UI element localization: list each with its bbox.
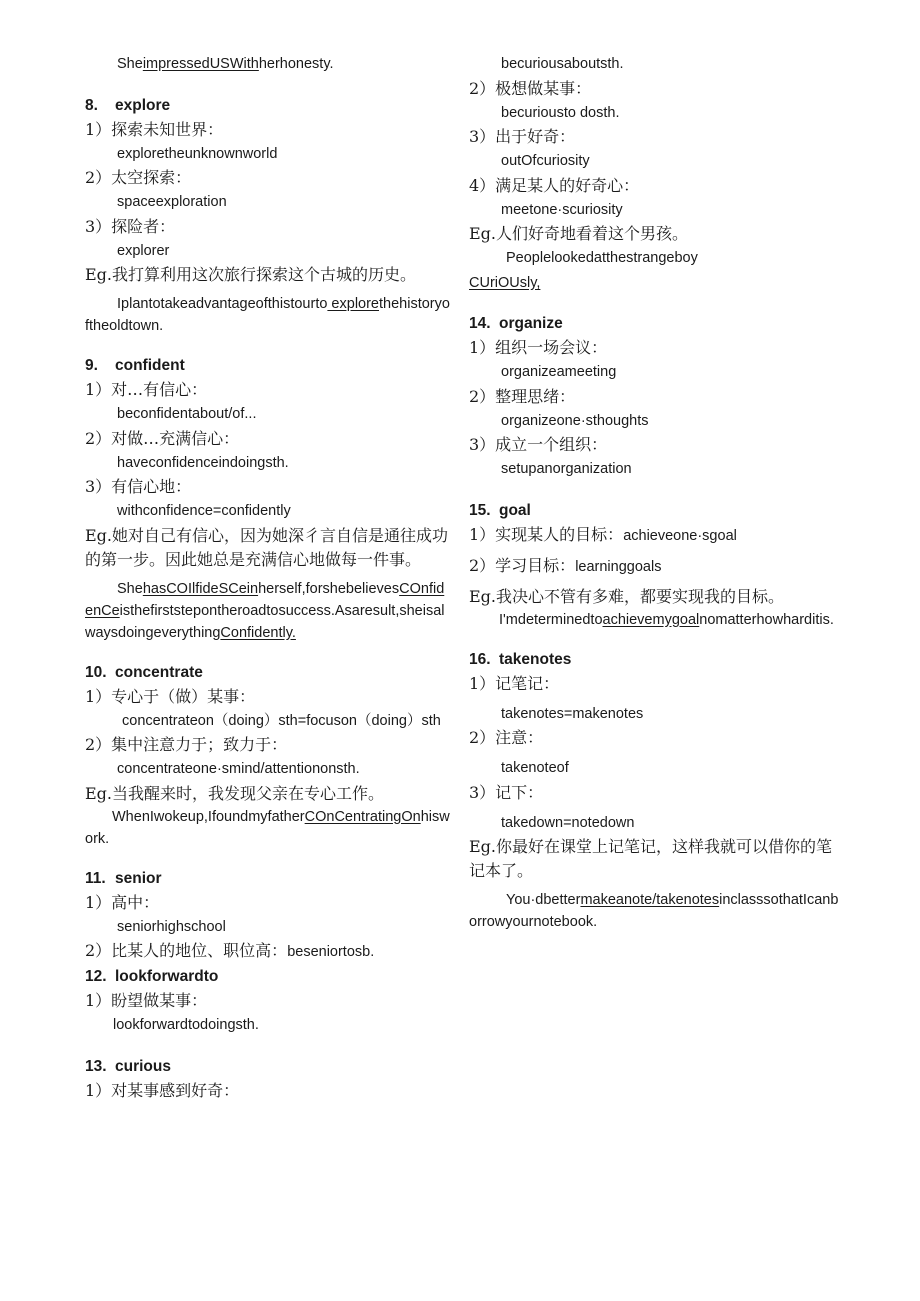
item-en: meetone·scuriosity (501, 201, 623, 218)
section-heading-explore: 8. explore (85, 96, 171, 114)
example-sentence-en: WhenIwokeup,IfoundmyfatherCOnCentratingOnhiswork. (85, 808, 450, 847)
example-sentence-en: Peoplelookedatthestrangeboy (506, 250, 698, 266)
section-heading-concentrate: 10. concentrate (85, 663, 203, 681)
left-column (85, 52, 451, 1103)
item-zh: 1）高中： (85, 892, 160, 912)
item-en: organizeameeting (501, 364, 617, 380)
section-heading-senior: 11. senior (85, 869, 162, 887)
item-zh: 1）对某事感到好奇： (85, 1080, 240, 1100)
item-en: beconfidentabout/of... (117, 406, 257, 422)
item-zh: 3）记下： (469, 782, 544, 802)
section-heading-curious: 13. curious (85, 1057, 171, 1075)
example-zh: Eg.当我醒来时，我发现父亲在专心工作。 (85, 783, 385, 803)
section-heading-goal: 15. goal (469, 501, 531, 519)
item-en: organizeone·sthoughts (501, 412, 649, 429)
item-zh: 1）探索未知世界： (85, 119, 224, 139)
item-zh: 2）比某人的地位、职位高：beseniortosb. (85, 941, 375, 960)
item-zh: 2）学习目标：learninggoals (469, 555, 662, 575)
example-zh: Eg.她对自己有信心，因为她深彳言自信是通往成功的第一步。因此她总是充满信心地做每一件事。 (85, 525, 449, 569)
item-en: explorer (117, 242, 170, 259)
section-heading-lookforwardto: 12. lookforwardto (85, 968, 219, 985)
section-heading-organize: 14. organize (469, 315, 563, 332)
item-zh: 2）整理思绪： (469, 386, 576, 406)
item-en: becuriousaboutsth. (501, 56, 624, 72)
example-zh: Eg.我决心不管有多难，都要实现我的目标。 (469, 586, 785, 606)
item-zh: 2）集中注意力于；致力于： (85, 735, 288, 754)
item-en: concentrateone·smind/attentiononsth. (117, 761, 360, 777)
item-zh: 1）盼望做某事： (85, 991, 208, 1010)
section-heading-takenotes: 16. takenotes (469, 650, 572, 668)
item-en: spaceexploration (117, 194, 227, 210)
section-heading-confident: 9. confident (85, 357, 185, 374)
item-en: seniorhighschool (117, 918, 226, 935)
item-en: concentrateon（doing）sth=focuson（doing）sth (122, 712, 441, 729)
item-zh: 2）对做…充满信心： (85, 428, 240, 448)
item-en: takenoteof (501, 760, 569, 776)
right-column (469, 52, 841, 933)
item-zh: 2）极想做某事： (469, 78, 592, 98)
example-sentence-en: You·dbettermakeanote/takenotesinclasssothatIcanborrowyournotebook. (469, 892, 839, 930)
item-zh: 3）有信心地： (85, 477, 192, 496)
item-en: takedown=notedown (501, 814, 635, 831)
example-sentence-en: I'mdeterminedtoachievemygoalnomatterhowharditis. (499, 611, 834, 628)
example-sentence-en: ShehasCOIlfideSCeinherself,forshebelievesCOnfidenCeisthefirststepontheroadtosuccess.Asaresult,sheisalwaysdoingeverythingConfidently. (85, 580, 445, 641)
item-en: takenotes=makenotes (501, 705, 644, 722)
example-zh: Eg.我打算利用这次旅行探索这个古城的历史。 (85, 265, 417, 284)
item-zh: 4）满足某人的好奇心： (469, 175, 640, 195)
example-zh: Eg.人们好奇地看着这个男孩。 (469, 224, 689, 243)
item-en: lookforwardtodoingsth. (113, 1017, 259, 1033)
item-en: becuriousto dosth. (501, 104, 620, 121)
example-sentence-en: SheimpressedUSWithherhonesty. (117, 56, 334, 72)
item-zh: 1）组织一场会议： (469, 338, 608, 357)
item-en: haveconfidenceindoingsth. (117, 454, 289, 471)
item-en: setupanorganization (501, 461, 632, 477)
item-zh: 3）出于好奇： (469, 127, 576, 146)
example-sentence-en-cont: CUriOUsly, (469, 274, 541, 291)
item-zh: 1）实现某人的目标：achieveone·sgoal (469, 524, 737, 544)
item-zh: 3）探险者： (85, 216, 176, 236)
item-zh: 1）专心于（做）某事： (85, 686, 256, 706)
item-zh: 1）对…有信心： (85, 380, 208, 399)
item-zh: 2）注意： (469, 728, 544, 747)
item-en: withconfidence=confidently (117, 503, 291, 519)
example-zh: Eg.你最好在课堂上记笔记，这样我就可以借你的笔记本了。 (469, 837, 833, 880)
item-en: outOfcuriosity (501, 153, 590, 169)
item-zh: 2）太空探索： (85, 168, 192, 187)
example-sentence-en: Iplantotakeadvantageofthistourto explorethehistoryoftheoldtown. (85, 296, 450, 334)
item-en: exploretheunknownworld (117, 145, 278, 162)
item-zh: 3）成立一个组织： (469, 435, 608, 454)
item-zh: 1）记笔记： (469, 673, 560, 693)
